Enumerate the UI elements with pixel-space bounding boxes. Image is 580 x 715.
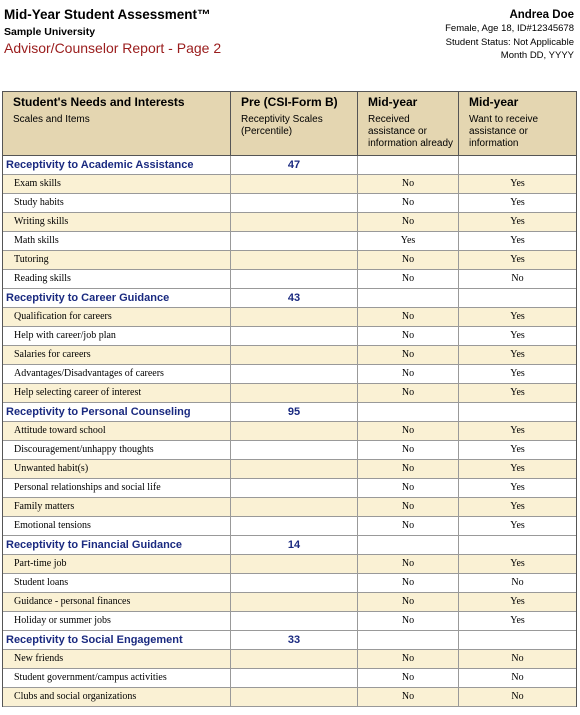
received-value: No — [358, 555, 459, 573]
scale-percentile: 33 — [231, 631, 358, 649]
empty-cell — [231, 213, 358, 231]
table-row — [3, 593, 576, 612]
item-name: Part-time job — [3, 555, 231, 573]
received-value: No — [358, 308, 459, 326]
scale-percentile: 14 — [231, 536, 358, 554]
empty-cell — [231, 517, 358, 535]
empty-cell — [231, 688, 358, 706]
want-value: No — [511, 577, 524, 588]
empty-cell — [358, 289, 459, 307]
scale-row — [3, 156, 576, 175]
empty-cell — [231, 175, 358, 193]
item-name: Study habits — [3, 194, 231, 212]
received-value: No — [358, 498, 459, 516]
table-row — [3, 650, 576, 669]
table-body — [3, 156, 576, 707]
empty-cell — [231, 327, 358, 345]
table-row — [3, 213, 576, 232]
scale-percentile: 47 — [231, 156, 358, 174]
table-row — [3, 251, 576, 270]
received-value: No — [358, 517, 459, 535]
scale-row — [3, 289, 576, 308]
received-value: No — [358, 175, 459, 193]
column-header-needs: Student's Needs and Interests Scales and Items — [3, 92, 231, 155]
item-name: Tutoring — [3, 251, 231, 269]
empty-cell — [231, 384, 358, 402]
empty-cell — [231, 612, 358, 630]
item-name: Student loans — [3, 574, 231, 592]
table-row — [3, 669, 576, 688]
item-name: Reading skills — [3, 270, 231, 288]
table-row — [3, 175, 576, 194]
item-name: New friends — [3, 650, 231, 668]
empty-cell — [231, 479, 358, 497]
empty-cell — [231, 365, 358, 383]
table-row — [3, 498, 576, 517]
want-value: Yes — [510, 482, 525, 493]
item-name: Help with career/job plan — [3, 327, 231, 345]
scale-name: Receptivity to Financial Guidance — [3, 536, 231, 554]
want-value: Yes — [510, 558, 525, 569]
report-subtitle: Advisor/Counselor Report - Page 2 — [4, 40, 222, 56]
want-value: Yes — [510, 311, 525, 322]
empty-cell — [231, 574, 358, 592]
item-name: Guidance - personal finances — [3, 593, 231, 611]
received-value: No — [358, 213, 459, 231]
empty-cell — [231, 270, 358, 288]
received-value: No — [358, 365, 459, 383]
received-value: No — [358, 194, 459, 212]
item-name: Student government/campus activities — [3, 669, 231, 687]
want-value: Yes — [510, 330, 525, 341]
assessment-table — [2, 91, 577, 707]
item-name: Unwanted habit(s) — [3, 460, 231, 478]
want-value: Yes — [510, 235, 525, 246]
table-row — [3, 479, 576, 498]
table-row — [3, 612, 576, 631]
table-row — [3, 308, 576, 327]
table-row — [3, 384, 576, 403]
item-name: Holiday or summer jobs — [3, 612, 231, 630]
student-name: Andrea Doe — [509, 9, 574, 21]
want-value: Yes — [510, 444, 525, 455]
empty-cell — [231, 422, 358, 440]
scale-name: Receptivity to Academic Assistance — [3, 156, 231, 174]
empty-cell — [231, 650, 358, 668]
received-value: No — [358, 346, 459, 364]
received-value: No — [358, 441, 459, 459]
item-name: Personal relationships and social life — [3, 479, 231, 497]
student-demographics: Female, Age 18, ID#12345678 — [445, 23, 574, 34]
empty-cell — [459, 403, 576, 421]
empty-cell — [459, 156, 576, 174]
received-value: No — [358, 650, 459, 668]
want-value: No — [511, 691, 524, 702]
university-name: Sample University — [4, 26, 96, 38]
table-row — [3, 327, 576, 346]
want-value: Yes — [510, 368, 525, 379]
empty-cell — [459, 536, 576, 554]
received-value: No — [358, 270, 459, 288]
want-value: No — [511, 273, 524, 284]
table-row — [3, 441, 576, 460]
received-value: No — [358, 479, 459, 497]
want-value: Yes — [510, 254, 525, 265]
empty-cell — [358, 403, 459, 421]
column-header-received: Mid-year Received assistance or information already — [358, 92, 459, 155]
received-value: No — [358, 460, 459, 478]
table-row — [3, 346, 576, 365]
scale-name: Receptivity to Career Guidance — [3, 289, 231, 307]
item-name: Qualification for careers — [3, 308, 231, 326]
item-name: Emotional tensions — [3, 517, 231, 535]
want-value: Yes — [510, 596, 525, 607]
scale-row — [3, 403, 576, 422]
item-name: Salaries for careers — [3, 346, 231, 364]
empty-cell — [459, 289, 576, 307]
received-value: No — [358, 669, 459, 687]
empty-cell — [231, 346, 358, 364]
table-row — [3, 194, 576, 213]
item-name: Clubs and social organizations — [3, 688, 231, 706]
item-name: Attitude toward school — [3, 422, 231, 440]
table-row — [3, 365, 576, 384]
scale-name: Receptivity to Personal Counseling — [3, 403, 231, 421]
received-value: No — [358, 593, 459, 611]
empty-cell — [231, 669, 358, 687]
empty-cell — [358, 536, 459, 554]
table-row — [3, 574, 576, 593]
empty-cell — [231, 460, 358, 478]
empty-cell — [459, 631, 576, 649]
table-row — [3, 460, 576, 479]
scale-percentile: 43 — [231, 289, 358, 307]
item-name: Advantages/Disadvantages of careers — [3, 365, 231, 383]
want-value: No — [511, 672, 524, 683]
item-name: Writing skills — [3, 213, 231, 231]
want-value: Yes — [510, 501, 525, 512]
want-value: Yes — [510, 425, 525, 436]
column-header-pre: Pre (CSI-Form B) Receptivity Scales (Percentile) — [231, 92, 358, 155]
want-value: Yes — [510, 178, 525, 189]
item-name: Help selecting career of interest — [3, 384, 231, 402]
want-value: Yes — [510, 216, 525, 227]
received-value: No — [358, 384, 459, 402]
table-row — [3, 517, 576, 536]
empty-cell — [358, 156, 459, 174]
received-value: Yes — [358, 232, 459, 250]
column-header-want: Mid-year Want to receive assistance or information — [469, 95, 539, 149]
table-row — [3, 555, 576, 574]
empty-cell — [231, 194, 358, 212]
empty-cell — [231, 251, 358, 269]
scale-name: Receptivity to Social Engagement — [3, 631, 231, 649]
empty-cell — [231, 498, 358, 516]
item-name: Math skills — [3, 232, 231, 250]
received-value: No — [358, 327, 459, 345]
received-value: No — [358, 688, 459, 706]
report-date: Month DD, YYYY — [500, 50, 574, 61]
want-value: Yes — [510, 520, 525, 531]
want-value: No — [511, 653, 524, 664]
received-value: No — [358, 422, 459, 440]
scale-row — [3, 631, 576, 650]
item-name: Discouragement/unhappy thoughts — [3, 441, 231, 459]
want-value: Yes — [510, 197, 525, 208]
empty-cell — [358, 631, 459, 649]
want-value: Yes — [510, 463, 525, 474]
table-row — [3, 270, 576, 289]
empty-cell — [231, 593, 358, 611]
empty-cell — [231, 555, 358, 573]
want-value: Yes — [510, 387, 525, 398]
empty-cell — [231, 441, 358, 459]
scale-percentile: 95 — [231, 403, 358, 421]
table-header — [3, 92, 576, 156]
student-info — [445, 8, 574, 63]
report-title: Mid-Year Student Assessment™ — [4, 7, 211, 22]
want-value: Yes — [510, 349, 525, 360]
table-row — [3, 688, 576, 707]
received-value: No — [358, 612, 459, 630]
item-name: Exam skills — [3, 175, 231, 193]
report-header — [4, 7, 221, 57]
scale-row — [3, 536, 576, 555]
empty-cell — [231, 232, 358, 250]
student-status: Student Status: Not Applicable — [445, 36, 574, 48]
table-row — [3, 232, 576, 251]
received-value: No — [358, 574, 459, 592]
want-value: Yes — [510, 615, 525, 626]
empty-cell — [231, 308, 358, 326]
received-value: No — [358, 251, 459, 269]
table-row — [3, 422, 576, 441]
item-name: Family matters — [3, 498, 231, 516]
